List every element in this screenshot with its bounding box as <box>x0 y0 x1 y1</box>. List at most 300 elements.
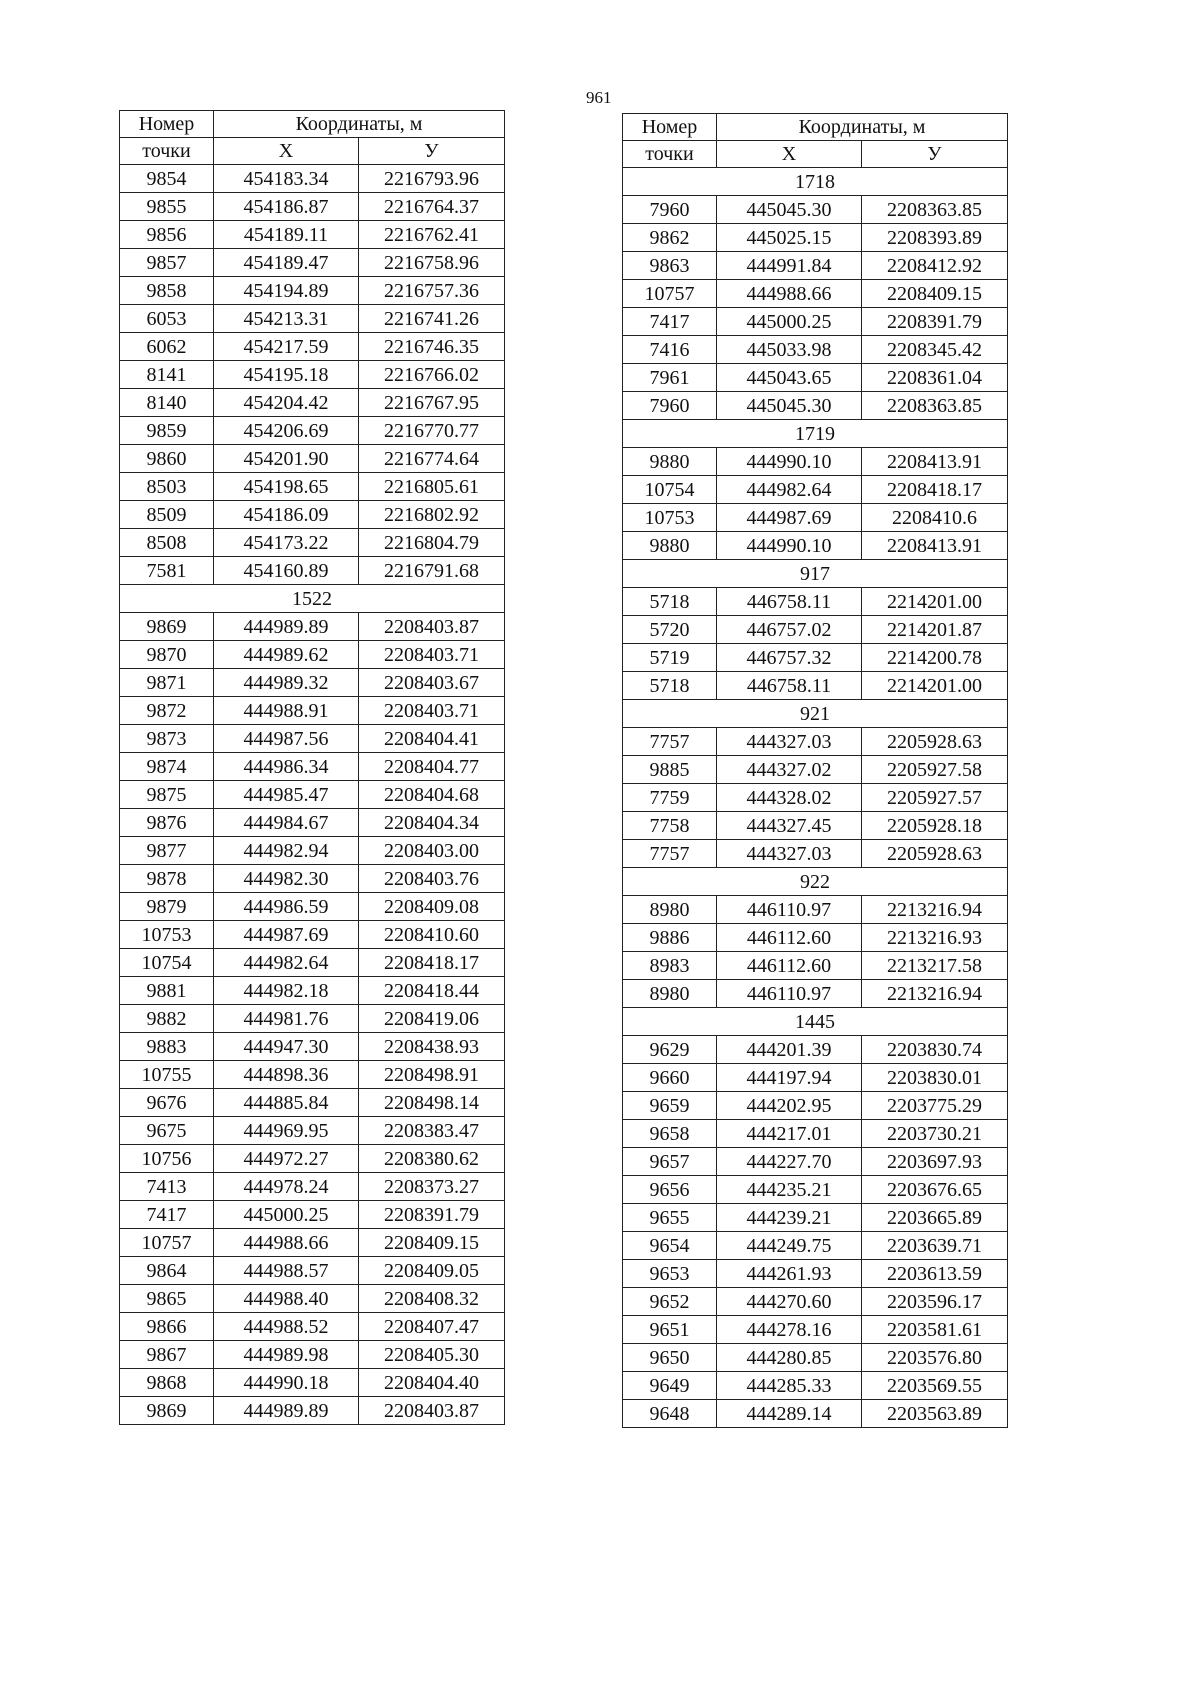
x-coordinate-cell: 444988.66 <box>717 280 862 308</box>
point-number-cell: 8141 <box>120 361 214 389</box>
point-number-cell: 9649 <box>623 1372 717 1400</box>
point-number-cell: 7960 <box>623 392 717 420</box>
x-coordinate-cell: 454217.59 <box>214 333 359 361</box>
y-coordinate-cell: 2208413.91 <box>862 448 1008 476</box>
header-row-bottom <box>623 141 1008 168</box>
y-coordinate-cell: 2208404.40 <box>359 1369 505 1397</box>
table-row <box>120 1341 505 1369</box>
table-row <box>623 980 1008 1008</box>
table-row <box>120 193 505 221</box>
point-number-cell: 5719 <box>623 644 717 672</box>
point-number-cell: 9874 <box>120 753 214 781</box>
x-coordinate-cell: 444981.76 <box>214 1005 359 1033</box>
point-number-cell: 9676 <box>120 1089 214 1117</box>
section-row <box>623 168 1008 196</box>
header-row-bottom <box>120 138 505 165</box>
point-number-header-2: точки <box>120 138 214 165</box>
point-number-cell: 8983 <box>623 952 717 980</box>
table-row <box>623 952 1008 980</box>
point-number-cell: 9651 <box>623 1316 717 1344</box>
table-row <box>120 501 505 529</box>
y-coordinate-cell: 2216791.68 <box>359 557 505 585</box>
x-coordinate-cell: 444982.64 <box>717 476 862 504</box>
point-number-cell: 9648 <box>623 1400 717 1428</box>
y-coordinate-cell: 2208498.91 <box>359 1061 505 1089</box>
x-coordinate-cell: 444885.84 <box>214 1089 359 1117</box>
y-coordinate-cell: 2216758.96 <box>359 249 505 277</box>
y-coordinate-cell: 2205927.58 <box>862 756 1008 784</box>
y-coordinate-cell: 2208438.93 <box>359 1033 505 1061</box>
y-coordinate-cell: 2208403.76 <box>359 865 505 893</box>
y-coordinate-cell: 2208418.17 <box>359 949 505 977</box>
table-row <box>120 1369 505 1397</box>
section-row <box>623 420 1008 448</box>
point-number-cell: 9652 <box>623 1288 717 1316</box>
table-row <box>623 532 1008 560</box>
point-number-cell: 10755 <box>120 1061 214 1089</box>
table-row <box>120 417 505 445</box>
table-row <box>120 473 505 501</box>
x-coordinate-cell: 444202.95 <box>717 1092 862 1120</box>
x-coordinate-cell: 444989.89 <box>214 1397 359 1425</box>
x-header: Х <box>717 141 862 168</box>
table-row <box>120 249 505 277</box>
point-number-cell: 9654 <box>623 1232 717 1260</box>
x-coordinate-cell: 444239.21 <box>717 1204 862 1232</box>
x-coordinate-cell: 444278.16 <box>717 1316 862 1344</box>
y-coordinate-cell: 2203569.55 <box>862 1372 1008 1400</box>
section-number: 1445 <box>623 1008 1008 1036</box>
y-coordinate-cell: 2205928.63 <box>862 840 1008 868</box>
x-coordinate-cell: 444987.56 <box>214 725 359 753</box>
y-header: У <box>862 141 1008 168</box>
y-coordinate-cell: 2208409.15 <box>359 1229 505 1257</box>
table-row <box>623 1232 1008 1260</box>
x-coordinate-cell: 444197.94 <box>717 1064 862 1092</box>
x-coordinate-cell: 444201.39 <box>717 1036 862 1064</box>
y-coordinate-cell: 2208418.44 <box>359 977 505 1005</box>
x-coordinate-cell: 454160.89 <box>214 557 359 585</box>
table-row <box>120 361 505 389</box>
y-coordinate-cell: 2203596.17 <box>862 1288 1008 1316</box>
x-coordinate-cell: 454206.69 <box>214 417 359 445</box>
y-coordinate-cell: 2216746.35 <box>359 333 505 361</box>
table-row <box>120 1173 505 1201</box>
y-coordinate-cell: 2216770.77 <box>359 417 505 445</box>
table-row <box>623 1204 1008 1232</box>
y-coordinate-cell: 2216805.61 <box>359 473 505 501</box>
x-coordinate-cell: 454173.22 <box>214 529 359 557</box>
point-number-cell: 9883 <box>120 1033 214 1061</box>
point-number-cell: 9873 <box>120 725 214 753</box>
point-number-cell: 7417 <box>623 308 717 336</box>
y-coordinate-cell: 2216757.36 <box>359 277 505 305</box>
point-number-cell: 7961 <box>623 364 717 392</box>
point-number-cell: 9869 <box>120 613 214 641</box>
y-coordinate-cell: 2208403.71 <box>359 697 505 725</box>
point-number-cell: 7581 <box>120 557 214 585</box>
y-coordinate-cell: 2216767.95 <box>359 389 505 417</box>
point-number-cell: 9657 <box>623 1148 717 1176</box>
point-number-cell: 9656 <box>623 1176 717 1204</box>
x-coordinate-cell: 444227.70 <box>717 1148 862 1176</box>
point-number-cell: 9859 <box>120 417 214 445</box>
x-coordinate-cell: 444988.40 <box>214 1285 359 1313</box>
x-coordinate-cell: 444989.89 <box>214 613 359 641</box>
table-row <box>623 1036 1008 1064</box>
y-coordinate-cell: 2214200.78 <box>862 644 1008 672</box>
point-number-cell: 10756 <box>120 1145 214 1173</box>
y-coordinate-cell: 2216764.37 <box>359 193 505 221</box>
y-coordinate-cell: 2208410.6 <box>862 504 1008 532</box>
y-coordinate-cell: 2208412.92 <box>862 252 1008 280</box>
table-row <box>120 165 505 193</box>
point-number-cell: 9854 <box>120 165 214 193</box>
x-coordinate-cell: 446758.11 <box>717 588 862 616</box>
point-number-cell: 9864 <box>120 1257 214 1285</box>
y-coordinate-cell: 2216802.92 <box>359 501 505 529</box>
y-coordinate-cell: 2213216.93 <box>862 924 1008 952</box>
point-number-cell: 9879 <box>120 893 214 921</box>
y-coordinate-cell: 2203730.21 <box>862 1120 1008 1148</box>
point-number-cell: 10757 <box>623 280 717 308</box>
y-coordinate-cell: 2216793.96 <box>359 165 505 193</box>
y-coordinate-cell: 2213216.94 <box>862 896 1008 924</box>
x-coordinate-cell: 454204.42 <box>214 389 359 417</box>
y-coordinate-cell: 2213216.94 <box>862 980 1008 1008</box>
point-number-cell: 9869 <box>120 1397 214 1425</box>
x-coordinate-cell: 444988.66 <box>214 1229 359 1257</box>
y-coordinate-cell: 2205928.63 <box>862 728 1008 756</box>
table-row <box>623 196 1008 224</box>
y-coordinate-cell: 2208361.04 <box>862 364 1008 392</box>
section-number: 1718 <box>623 168 1008 196</box>
table-row <box>120 1201 505 1229</box>
table-row <box>623 476 1008 504</box>
coordinates-table-right <box>622 113 1008 1428</box>
table-row <box>120 865 505 893</box>
y-coordinate-cell: 2208404.34 <box>359 809 505 837</box>
table-row <box>120 1397 505 1425</box>
x-coordinate-cell: 444270.60 <box>717 1288 862 1316</box>
x-coordinate-cell: 446757.32 <box>717 644 862 672</box>
table-row <box>623 1372 1008 1400</box>
y-coordinate-cell: 2208404.77 <box>359 753 505 781</box>
point-number-cell: 9857 <box>120 249 214 277</box>
header-row-top <box>623 114 1008 141</box>
table-row <box>623 1148 1008 1176</box>
y-coordinate-cell: 2216741.26 <box>359 305 505 333</box>
x-coordinate-cell: 444972.27 <box>214 1145 359 1173</box>
point-number-cell: 10753 <box>623 504 717 532</box>
x-coordinate-cell: 444986.59 <box>214 893 359 921</box>
point-number-cell: 5720 <box>623 616 717 644</box>
x-coordinate-cell: 445045.30 <box>717 196 862 224</box>
table-row <box>120 837 505 865</box>
point-number-cell: 9871 <box>120 669 214 697</box>
section-row <box>623 1008 1008 1036</box>
table-row <box>120 445 505 473</box>
point-number-cell: 9870 <box>120 641 214 669</box>
x-coordinate-cell: 444285.33 <box>717 1372 862 1400</box>
point-number-cell: 9881 <box>120 977 214 1005</box>
table-row <box>623 252 1008 280</box>
y-coordinate-cell: 2208403.67 <box>359 669 505 697</box>
point-number-cell: 9866 <box>120 1313 214 1341</box>
y-coordinate-cell: 2208419.06 <box>359 1005 505 1033</box>
y-coordinate-cell: 2208383.47 <box>359 1117 505 1145</box>
x-coordinate-cell: 444982.30 <box>214 865 359 893</box>
table-row <box>623 756 1008 784</box>
x-coordinate-cell: 454186.09 <box>214 501 359 529</box>
table-row <box>120 1257 505 1285</box>
y-coordinate-cell: 2203676.65 <box>862 1176 1008 1204</box>
x-coordinate-cell: 445000.25 <box>214 1201 359 1229</box>
point-number-cell: 7757 <box>623 728 717 756</box>
table-row <box>120 1313 505 1341</box>
table-row <box>623 280 1008 308</box>
y-coordinate-cell: 2216774.64 <box>359 445 505 473</box>
y-coordinate-cell: 2216804.79 <box>359 529 505 557</box>
table-row <box>120 949 505 977</box>
table-row <box>623 840 1008 868</box>
x-coordinate-cell: 454189.47 <box>214 249 359 277</box>
section-number: 1522 <box>120 585 505 613</box>
point-number-cell: 9885 <box>623 756 717 784</box>
x-coordinate-cell: 445033.98 <box>717 336 862 364</box>
point-number-cell: 9880 <box>623 532 717 560</box>
y-coordinate-cell: 2208408.32 <box>359 1285 505 1313</box>
table-row <box>623 1120 1008 1148</box>
section-row <box>623 700 1008 728</box>
table-row <box>120 557 505 585</box>
point-number-cell: 10754 <box>623 476 717 504</box>
table-row <box>120 1089 505 1117</box>
x-coordinate-cell: 444327.03 <box>717 728 862 756</box>
x-coordinate-cell: 444986.34 <box>214 753 359 781</box>
table-row <box>120 529 505 557</box>
section-row <box>120 585 505 613</box>
table-row <box>623 1176 1008 1204</box>
table-row <box>623 644 1008 672</box>
point-number-cell: 9855 <box>120 193 214 221</box>
table-row <box>120 1229 505 1257</box>
y-coordinate-cell: 2203639.71 <box>862 1232 1008 1260</box>
x-coordinate-cell: 446112.60 <box>717 924 862 952</box>
point-number-cell: 9875 <box>120 781 214 809</box>
point-number-cell: 9650 <box>623 1344 717 1372</box>
table-row <box>120 921 505 949</box>
x-coordinate-cell: 444989.98 <box>214 1341 359 1369</box>
x-coordinate-cell: 444984.67 <box>214 809 359 837</box>
section-number: 922 <box>623 868 1008 896</box>
x-coordinate-cell: 444217.01 <box>717 1120 862 1148</box>
x-coordinate-cell: 454189.11 <box>214 221 359 249</box>
point-number-cell: 10757 <box>120 1229 214 1257</box>
table-row <box>120 977 505 1005</box>
table-row <box>623 588 1008 616</box>
section-number: 921 <box>623 700 1008 728</box>
table-row <box>120 753 505 781</box>
y-coordinate-cell: 2208403.71 <box>359 641 505 669</box>
y-coordinate-cell: 2214201.00 <box>862 588 1008 616</box>
x-coordinate-cell: 444987.69 <box>717 504 862 532</box>
point-number-cell: 8980 <box>623 980 717 1008</box>
y-coordinate-cell: 2208418.17 <box>862 476 1008 504</box>
section-row <box>623 560 1008 588</box>
y-coordinate-cell: 2208393.89 <box>862 224 1008 252</box>
x-coordinate-cell: 444328.02 <box>717 784 862 812</box>
point-number-cell: 9877 <box>120 837 214 865</box>
x-coordinate-cell: 444261.93 <box>717 1260 862 1288</box>
x-coordinate-cell: 444327.02 <box>717 756 862 784</box>
x-coordinate-cell: 444982.94 <box>214 837 359 865</box>
y-coordinate-cell: 2203697.93 <box>862 1148 1008 1176</box>
table-row <box>623 728 1008 756</box>
point-number-cell: 10753 <box>120 921 214 949</box>
table-row <box>120 781 505 809</box>
y-coordinate-cell: 2208345.42 <box>862 336 1008 364</box>
x-coordinate-cell: 444969.95 <box>214 1117 359 1145</box>
y-coordinate-cell: 2208403.87 <box>359 613 505 641</box>
x-coordinate-cell: 444978.24 <box>214 1173 359 1201</box>
x-coordinate-cell: 444988.91 <box>214 697 359 725</box>
y-coordinate-cell: 2203563.89 <box>862 1400 1008 1428</box>
y-coordinate-cell: 2208409.15 <box>862 280 1008 308</box>
y-coordinate-cell: 2214201.00 <box>862 672 1008 700</box>
x-coordinate-cell: 444985.47 <box>214 781 359 809</box>
y-coordinate-cell: 2208413.91 <box>862 532 1008 560</box>
point-number-cell: 9660 <box>623 1064 717 1092</box>
table-row <box>120 389 505 417</box>
section-number: 1719 <box>623 420 1008 448</box>
x-coordinate-cell: 444989.32 <box>214 669 359 697</box>
y-coordinate-cell: 2203576.80 <box>862 1344 1008 1372</box>
y-coordinate-cell: 2208410.60 <box>359 921 505 949</box>
y-coordinate-cell: 2203830.01 <box>862 1064 1008 1092</box>
x-header: Х <box>214 138 359 165</box>
table-row <box>623 1288 1008 1316</box>
y-coordinate-cell: 2208404.68 <box>359 781 505 809</box>
x-coordinate-cell: 454213.31 <box>214 305 359 333</box>
point-number-cell: 9868 <box>120 1369 214 1397</box>
point-number-cell: 9659 <box>623 1092 717 1120</box>
x-coordinate-cell: 445025.15 <box>717 224 862 252</box>
coordinates-header: Координаты, м <box>214 111 505 138</box>
point-number-cell: 9629 <box>623 1036 717 1064</box>
point-number-cell: 8509 <box>120 501 214 529</box>
table-row <box>623 1400 1008 1428</box>
table-row <box>120 613 505 641</box>
table-row <box>120 1033 505 1061</box>
x-coordinate-cell: 446758.11 <box>717 672 862 700</box>
point-number-cell: 9878 <box>120 865 214 893</box>
x-coordinate-cell: 454194.89 <box>214 277 359 305</box>
table-row <box>623 784 1008 812</box>
point-number-cell: 9655 <box>623 1204 717 1232</box>
point-number-cell: 7413 <box>120 1173 214 1201</box>
x-coordinate-cell: 454183.34 <box>214 165 359 193</box>
x-coordinate-cell: 446112.60 <box>717 952 862 980</box>
y-coordinate-cell: 2216766.02 <box>359 361 505 389</box>
point-number-cell: 9880 <box>623 448 717 476</box>
section-row <box>623 868 1008 896</box>
x-coordinate-cell: 445043.65 <box>717 364 862 392</box>
table-row <box>120 305 505 333</box>
table-row <box>120 641 505 669</box>
y-coordinate-cell: 2208409.05 <box>359 1257 505 1285</box>
point-number-cell: 9886 <box>623 924 717 952</box>
point-number-cell: 9876 <box>120 809 214 837</box>
point-number-cell: 9872 <box>120 697 214 725</box>
x-coordinate-cell: 444990.10 <box>717 448 862 476</box>
x-coordinate-cell: 444235.21 <box>717 1176 862 1204</box>
x-coordinate-cell: 444982.18 <box>214 977 359 1005</box>
y-coordinate-cell: 2208403.87 <box>359 1397 505 1425</box>
table-row <box>623 812 1008 840</box>
y-coordinate-cell: 2208380.62 <box>359 1145 505 1173</box>
table-row <box>120 893 505 921</box>
x-coordinate-cell: 444249.75 <box>717 1232 862 1260</box>
y-coordinate-cell: 2208391.79 <box>862 308 1008 336</box>
table-row <box>623 616 1008 644</box>
point-number-cell: 9653 <box>623 1260 717 1288</box>
point-number-cell: 5718 <box>623 672 717 700</box>
point-number-cell: 7758 <box>623 812 717 840</box>
y-coordinate-cell: 2203830.74 <box>862 1036 1008 1064</box>
x-coordinate-cell: 454198.65 <box>214 473 359 501</box>
table-row <box>120 1061 505 1089</box>
x-coordinate-cell: 444988.52 <box>214 1313 359 1341</box>
x-coordinate-cell: 444990.18 <box>214 1369 359 1397</box>
header-row-top <box>120 111 505 138</box>
point-number-cell: 9882 <box>120 1005 214 1033</box>
point-number-cell: 9862 <box>623 224 717 252</box>
y-coordinate-cell: 2208403.00 <box>359 837 505 865</box>
point-number-header-2: точки <box>623 141 717 168</box>
table-row <box>120 1285 505 1313</box>
y-coordinate-cell: 2214201.87 <box>862 616 1008 644</box>
x-coordinate-cell: 454186.87 <box>214 193 359 221</box>
table-row <box>623 1344 1008 1372</box>
y-coordinate-cell: 2216762.41 <box>359 221 505 249</box>
x-coordinate-cell: 444991.84 <box>717 252 862 280</box>
point-number-cell: 7417 <box>120 1201 214 1229</box>
section-number: 917 <box>623 560 1008 588</box>
coordinates-table-left <box>119 110 505 1425</box>
table-row <box>623 392 1008 420</box>
x-coordinate-cell: 444989.62 <box>214 641 359 669</box>
y-coordinate-cell: 2208407.47 <box>359 1313 505 1341</box>
table-row <box>120 1117 505 1145</box>
table-row <box>120 809 505 837</box>
y-coordinate-cell: 2208498.14 <box>359 1089 505 1117</box>
point-number-cell: 9675 <box>120 1117 214 1145</box>
table-row <box>623 896 1008 924</box>
table-row <box>120 277 505 305</box>
point-number-cell: 10754 <box>120 949 214 977</box>
point-number-cell: 9860 <box>120 445 214 473</box>
x-coordinate-cell: 444898.36 <box>214 1061 359 1089</box>
x-coordinate-cell: 446110.97 <box>717 980 862 1008</box>
y-coordinate-cell: 2208373.27 <box>359 1173 505 1201</box>
y-coordinate-cell: 2213217.58 <box>862 952 1008 980</box>
y-coordinate-cell: 2203581.61 <box>862 1316 1008 1344</box>
point-number-cell: 7416 <box>623 336 717 364</box>
table-row <box>623 336 1008 364</box>
point-number-cell: 6053 <box>120 305 214 333</box>
y-coordinate-cell: 2203613.59 <box>862 1260 1008 1288</box>
